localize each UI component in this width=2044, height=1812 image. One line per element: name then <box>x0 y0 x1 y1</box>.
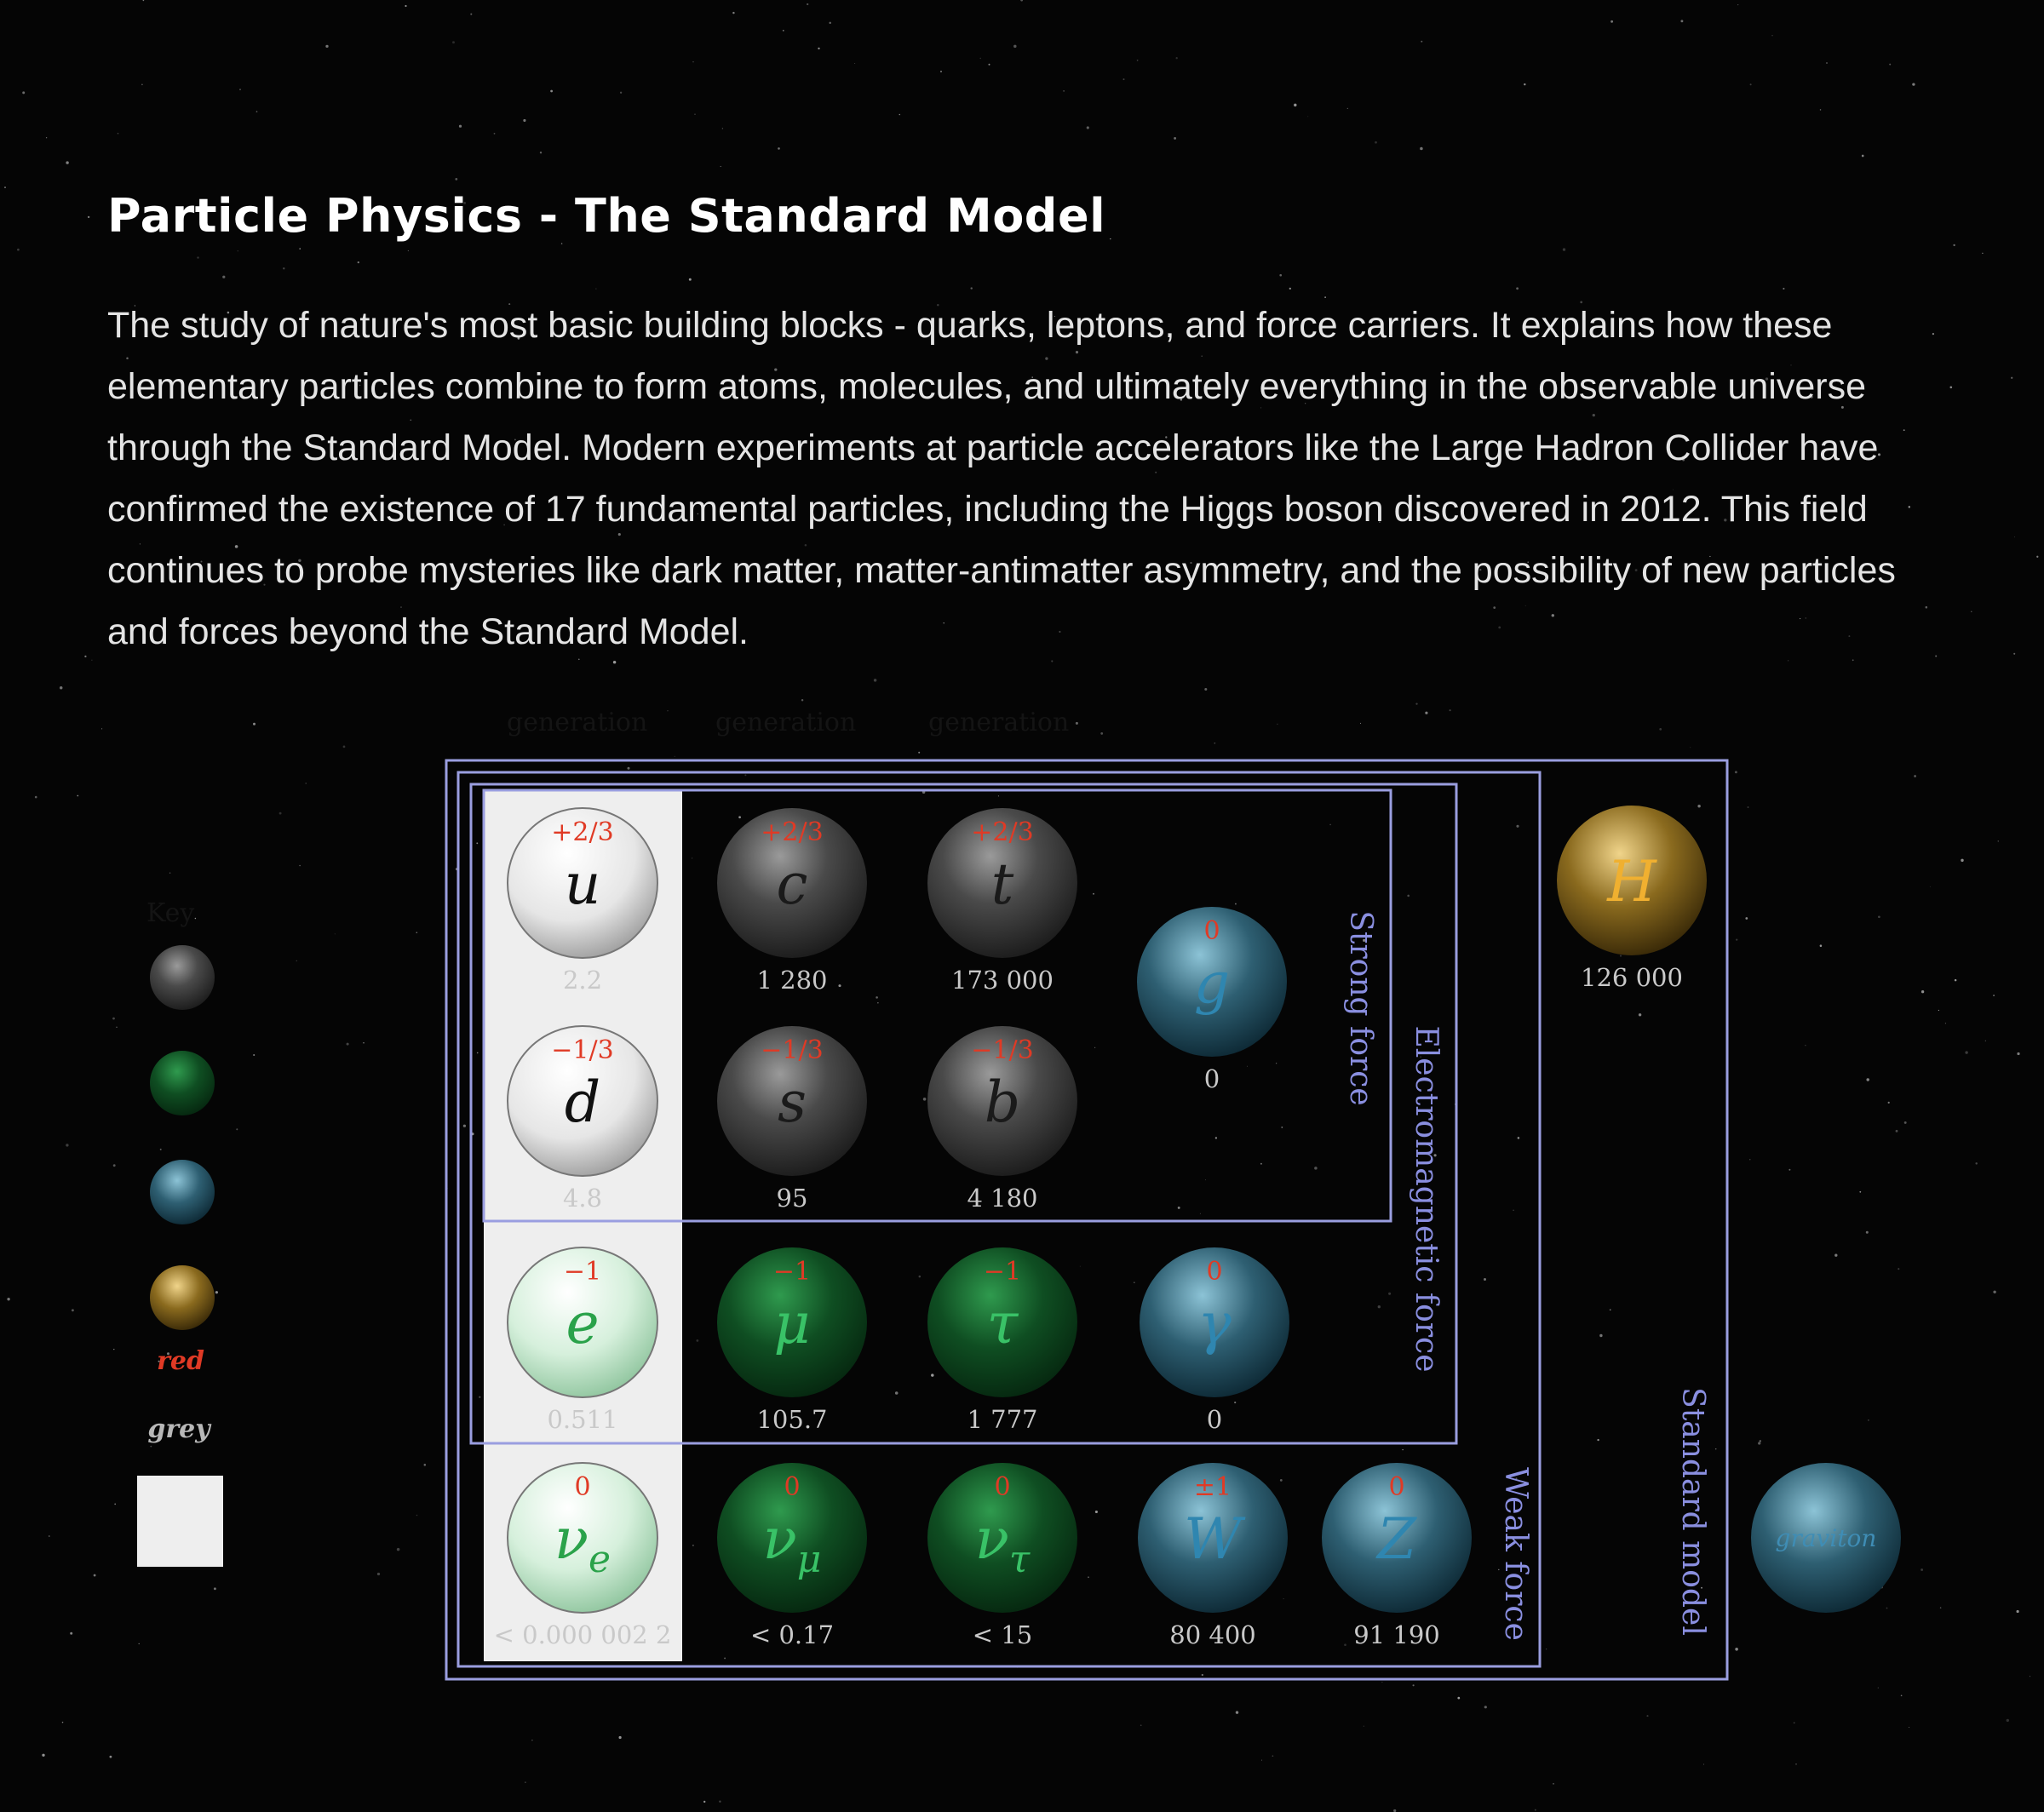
particle-charge: −1/3 <box>551 1035 614 1065</box>
particle-symbol-main: μ <box>773 1291 811 1356</box>
particle-symbol-subscript: τ <box>1008 1538 1031 1581</box>
particle-charge: 0 <box>994 1472 1011 1502</box>
legend-boson-ball <box>150 1160 215 1224</box>
particle-symbol-main: Z <box>1377 1506 1416 1572</box>
weak-force-label: Weak force <box>1498 1467 1533 1641</box>
legend-red-text: red <box>157 1346 204 1376</box>
particle-symbol <box>774 1291 811 1356</box>
particle-charge: +2/3 <box>971 817 1034 847</box>
particle-mass: 0.511 <box>547 1405 618 1434</box>
particle-higgs <box>1557 806 1707 992</box>
svg-text:generation: generation <box>507 708 648 737</box>
particle-charge: ±1 <box>1193 1472 1232 1502</box>
particle-charge: 0 <box>784 1472 801 1502</box>
particle-symbol-main: s <box>778 1069 807 1135</box>
particle-symbol-main: u <box>564 852 601 917</box>
particle-symbol <box>1184 1506 1246 1572</box>
particle-mass: < 0.000 002 2 <box>493 1620 672 1649</box>
particle-mass: < 0.17 <box>749 1620 835 1649</box>
particle-symbol <box>1606 849 1657 915</box>
particle-charge: −1 <box>983 1257 1022 1287</box>
particle-symbol <box>778 1069 807 1135</box>
particle-symbol <box>1194 950 1230 1016</box>
particle-symbol-main: H <box>1607 849 1656 915</box>
particle-symbol-main: γ <box>1197 1291 1232 1356</box>
particle-photon <box>1140 1247 1289 1434</box>
particle-symbol-main: c <box>776 852 808 917</box>
particle-charge: 0 <box>1203 916 1220 946</box>
particle-symbol-subscript: μ <box>796 1538 822 1581</box>
particle-gluon <box>1137 907 1287 1093</box>
strong-force-label: Strong force <box>1343 910 1378 1106</box>
legend-higgs-ball <box>150 1265 215 1330</box>
legend-heading: Key <box>146 898 195 928</box>
particle-mass: 173 000 <box>951 966 1054 995</box>
particle-symbol <box>565 1069 600 1135</box>
legend-quark-ball <box>150 945 215 1010</box>
electromagnetic-force-label: Electromagnetic force <box>1409 1025 1444 1373</box>
legend <box>137 898 223 1567</box>
svg-text:generation: generation <box>715 708 857 737</box>
legend-grey-text: grey <box>147 1414 210 1444</box>
particle-graviton <box>1751 1463 1901 1613</box>
particle-symbol-main: d <box>564 1069 601 1135</box>
particle-mass: < 15 <box>972 1620 1033 1649</box>
particle-bottom <box>927 1026 1077 1213</box>
particle-symbol: graviton <box>1775 1524 1877 1552</box>
generation-headers <box>507 708 1069 737</box>
svg-text:generation: generation <box>928 708 1070 737</box>
particle-symbol-main: W <box>1184 1506 1242 1572</box>
particle-charge: −1 <box>563 1257 602 1287</box>
particle-mass: 0 <box>1206 1405 1223 1434</box>
particle-symbol <box>1375 1506 1417 1572</box>
particle-mass: 4.8 <box>562 1184 603 1213</box>
particle-mass: 0 <box>1203 1064 1220 1093</box>
particle-symbol <box>987 1291 1019 1356</box>
particle-muon <box>717 1247 867 1434</box>
particle-nu-mu <box>717 1463 867 1649</box>
particle-mass: 80 400 <box>1169 1620 1256 1649</box>
particle-charge: 0 <box>1206 1257 1223 1287</box>
particle-symbol-main: g <box>1193 950 1231 1016</box>
legend-lepton-ball <box>150 1051 215 1115</box>
particle-charge: −1/3 <box>761 1035 824 1065</box>
particle-charge: 0 <box>574 1472 591 1502</box>
particle-symbol-main: τ <box>986 1291 1019 1356</box>
particle-symbol <box>566 1291 599 1356</box>
page-title: Particle Physics - The Standard Model <box>107 189 1106 243</box>
particle-mass: 91 190 <box>1353 1620 1440 1649</box>
particle-charge: −1 <box>772 1257 812 1287</box>
standard-model-label: Standard model <box>1675 1387 1710 1636</box>
particle-symbol-main: t <box>990 852 1014 917</box>
particle-mass: 1 777 <box>967 1405 1038 1434</box>
particle-charge: +2/3 <box>761 817 824 847</box>
particle-symbol-main: e <box>566 1291 600 1356</box>
particle-tau <box>927 1247 1077 1434</box>
particle-charge: +2/3 <box>551 817 614 847</box>
particle-symbol <box>565 852 601 917</box>
particle-charm <box>717 808 867 995</box>
particle-symbol-main: b <box>984 1069 1021 1135</box>
particle-mass: 105.7 <box>756 1405 828 1434</box>
particle-charge: 0 <box>1388 1472 1405 1502</box>
particle-symbol <box>985 1069 1020 1135</box>
particle-mass: 1 280 <box>756 966 828 995</box>
particle-symbol <box>1197 1291 1232 1356</box>
particle-symbol-main: ν <box>554 1506 589 1572</box>
particle-symbol <box>777 852 808 917</box>
particle-mass: 4 180 <box>967 1184 1038 1213</box>
particle-mass: 95 <box>776 1184 808 1213</box>
particle-z-boson <box>1322 1463 1472 1649</box>
legend-first-generation-swatch <box>137 1476 223 1567</box>
particle-symbol-subscript: e <box>589 1538 611 1581</box>
particle-symbol-main: ν <box>762 1506 797 1572</box>
particle-mass: 2.2 <box>562 966 603 995</box>
particle-symbol <box>991 852 1014 917</box>
page-description: The study of nature's most basic building blocks - quarks, leptons, and force carriers. It explains how these elementary particles combine to form atoms, molecules, and ultimately everything in the observable universe through the Standard Model. Modern experiments at particle accelerators like the Large Hadron Collider have confirmed the existence of 17 fundamental particles, including the Higgs boson discovered in 2012. This field continues to probe mysteries like dark matter, matter-antimatter asymmetry, and the possibility of new particles and forces beyond the Standard Model. <box>107 305 1896 652</box>
particle-strange <box>717 1026 867 1213</box>
particle-top <box>927 808 1077 995</box>
particle-nu-tau <box>927 1463 1077 1649</box>
particle-w-boson <box>1138 1463 1288 1649</box>
particle-mass: 126 000 <box>1581 963 1683 992</box>
particle-charge: −1/3 <box>971 1035 1034 1065</box>
particle-symbol-main: ν <box>974 1506 1009 1572</box>
